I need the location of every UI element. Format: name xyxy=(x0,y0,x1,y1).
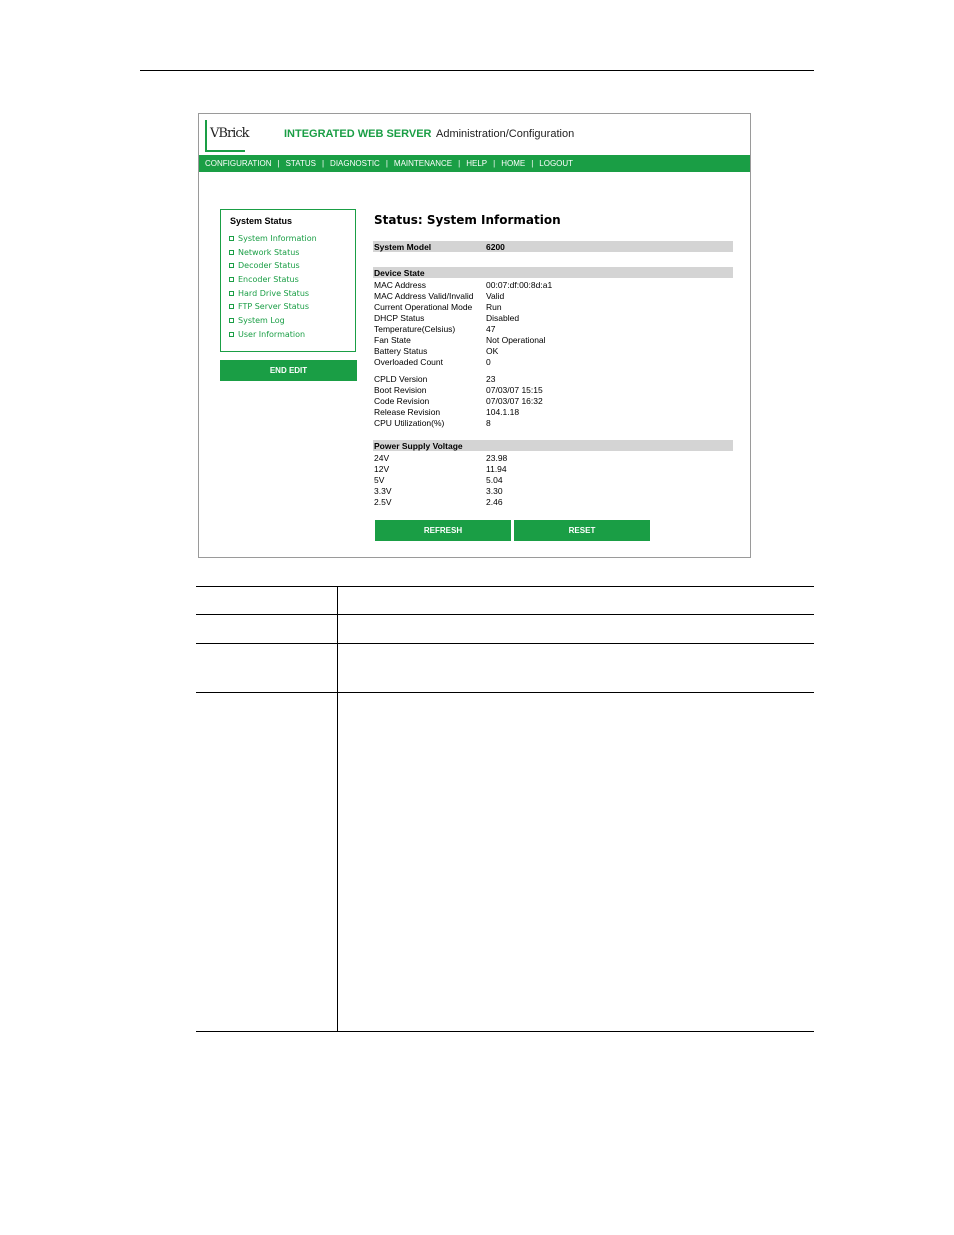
nav-separator: | xyxy=(458,159,461,168)
page-title: Status: System Information xyxy=(374,213,561,227)
bullet-icon xyxy=(229,304,234,309)
table-rule xyxy=(196,614,814,615)
device-state-heading: Device State xyxy=(374,268,425,278)
sidebar-item-decoder-status[interactable]: Decoder Status xyxy=(229,261,300,270)
table-column-divider xyxy=(337,586,338,1032)
nav-status[interactable]: STATUS xyxy=(285,159,316,168)
mac-address-label: MAC Address xyxy=(374,280,426,290)
top-nav-bar xyxy=(199,155,750,172)
end-edit-button[interactable]: END EDIT xyxy=(220,360,357,381)
reset-button[interactable]: RESET xyxy=(514,520,650,541)
nav-help[interactable]: HELP xyxy=(466,159,488,168)
fan-state-label: Fan State xyxy=(374,335,411,345)
nav-configuration[interactable]: CONFIGURATION xyxy=(205,159,272,168)
device-state-bar xyxy=(373,267,733,278)
nav-logout[interactable]: LOGOUT xyxy=(539,159,574,168)
cpu-utilization-value: 8 xyxy=(486,418,491,428)
system-model-value: 6200 xyxy=(486,242,505,252)
table-rule xyxy=(196,692,814,693)
v5-label: 5V xyxy=(374,475,385,485)
overloaded-count-value: 0 xyxy=(486,357,491,367)
mac-valid-value: Valid xyxy=(486,291,505,301)
bullet-icon xyxy=(229,332,234,337)
dhcp-status-value: Disabled xyxy=(486,313,520,323)
web-server-window xyxy=(198,113,751,558)
sidebar-item-ftp-server-status[interactable]: FTP Server Status xyxy=(229,302,309,311)
nav-separator: | xyxy=(493,159,496,168)
operational-mode-label: Current Operational Mode xyxy=(374,302,473,312)
v5-value: 5.04 xyxy=(486,475,503,485)
system-model-label: System Model xyxy=(374,242,432,252)
v12-value: 11.94 xyxy=(486,464,507,474)
v25-label: 2.5V xyxy=(374,497,392,507)
cpld-version-label: CPLD Version xyxy=(374,374,428,384)
sidebar-item-encoder-status[interactable]: Encoder Status xyxy=(229,275,299,284)
code-revision-label: Code Revision xyxy=(374,396,430,406)
sidebar-title: System Status xyxy=(230,216,293,226)
v12-label: 12V xyxy=(374,464,390,474)
battery-status-label: Battery Status xyxy=(374,346,428,356)
nav-diagnostic[interactable]: DIAGNOSTIC xyxy=(330,159,380,168)
mac-address-value: 00:07:df:00:8d:a1 xyxy=(486,280,553,290)
code-revision-value: 07/03/07 16:32 xyxy=(486,396,543,406)
bullet-icon xyxy=(229,318,234,323)
bullet-icon xyxy=(229,277,234,282)
boot-revision-value: 07/03/07 15:15 xyxy=(486,385,543,395)
nav-maintenance[interactable]: MAINTENANCE xyxy=(393,159,453,168)
power-supply-heading: Power Supply Voltage xyxy=(374,441,463,451)
server-title: INTEGRATED WEB SERVER xyxy=(284,128,432,140)
battery-status-value: OK xyxy=(486,346,499,356)
vbrick-logo xyxy=(205,120,249,152)
nav-separator: | xyxy=(385,159,388,168)
server-subtitle: Administration/Configuration xyxy=(436,128,575,140)
sidebar-item-hard-drive-status[interactable]: Hard Drive Status xyxy=(229,289,309,298)
v33-label: 3.3V xyxy=(374,486,392,496)
nav-separator: | xyxy=(277,159,280,168)
page-top-rule xyxy=(140,70,814,71)
cpu-utilization-label: CPU Utilization(%) xyxy=(374,418,445,428)
sidebar-item-user-information[interactable]: User Information xyxy=(229,330,305,339)
operational-mode-value: Run xyxy=(486,302,502,312)
sidebar-item-network-status[interactable]: Network Status xyxy=(229,248,299,257)
dhcp-status-label: DHCP Status xyxy=(374,313,425,323)
temperature-value: 47 xyxy=(486,324,496,334)
fan-state-value: Not Operational xyxy=(486,335,546,345)
release-revision-value: 104.1.18 xyxy=(486,407,520,417)
sidebar-item-system-information[interactable]: System Information xyxy=(229,234,317,243)
v33-value: 3.30 xyxy=(486,486,503,496)
overloaded-count-label: Overloaded Count xyxy=(374,357,443,367)
bullet-icon xyxy=(229,263,234,268)
v24-label: 24V xyxy=(374,453,390,463)
release-revision-label: Release Revision xyxy=(374,407,441,417)
boot-revision-label: Boot Revision xyxy=(374,385,427,395)
sidebar-item-system-log[interactable]: System Log xyxy=(229,316,285,325)
table-rule xyxy=(196,1031,814,1032)
temperature-label: Temperature(Celsius) xyxy=(374,324,456,334)
logo-text: VBrick xyxy=(210,126,249,141)
table-rule xyxy=(196,586,814,587)
nav-menu xyxy=(205,155,573,172)
bullet-icon xyxy=(229,236,234,241)
nav-home[interactable]: HOME xyxy=(501,159,526,168)
bullet-icon xyxy=(229,291,234,296)
sidebar-system-status xyxy=(220,209,356,352)
bullet-icon xyxy=(229,250,234,255)
table-rule xyxy=(196,643,814,644)
cpld-version-value: 23 xyxy=(486,374,496,384)
nav-separator: | xyxy=(321,159,325,168)
mac-valid-label: MAC Address Valid/Invalid xyxy=(374,291,474,301)
v25-value: 2.46 xyxy=(486,497,503,507)
nav-separator: | xyxy=(531,159,534,168)
refresh-button[interactable]: REFRESH xyxy=(375,520,511,541)
v24-value: 23.98 xyxy=(486,453,508,463)
